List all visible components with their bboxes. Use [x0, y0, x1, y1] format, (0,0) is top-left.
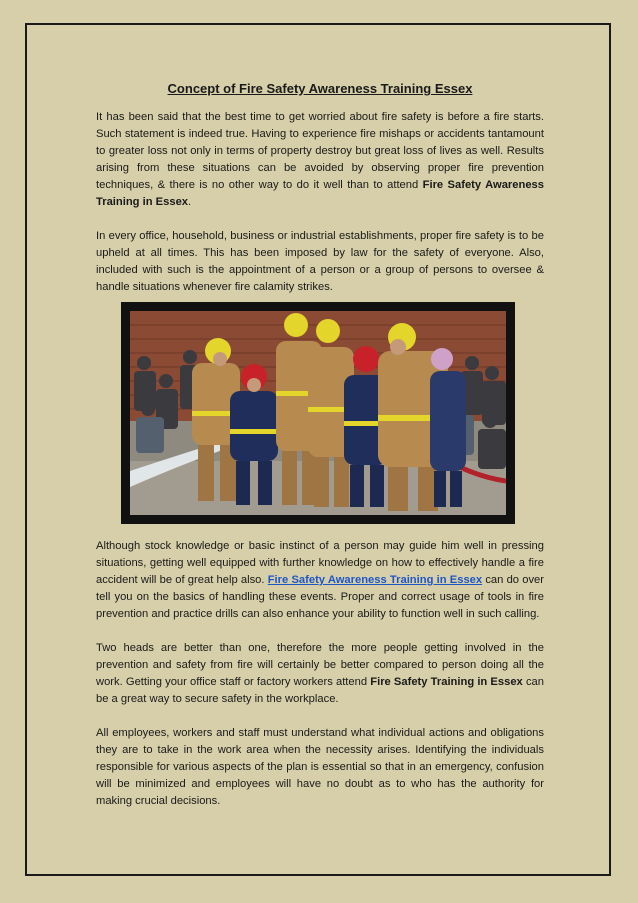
- paragraph-1-bold: Fire Safety Awareness Training in Essex: [96, 179, 544, 208]
- fire-safety-training-link[interactable]: Fire Safety Awareness Training in Essex: [267, 574, 483, 586]
- paragraph-4: [96, 640, 544, 708]
- paragraph-3-text: Although stock knowledge or basic instinct of a person may guide him well in pressing situations, getting well equipped with further knowledge on how to effectively handle a fire accident will be of great help also.: [96, 540, 544, 586]
- paragraph-4-text: Two heads are better than one, therefore the more people getting involved in the prevention and safety from fire will certainly be better compared to person doing all the work. Getting your office staff or factory workers attend: [96, 642, 544, 688]
- paragraph-3-end: can do over tell you on the basics of handling these events. Proper and correct usage of tools in fire prevention and practice drills can also enhance your ability to function well in such calling.: [96, 574, 544, 620]
- paragraph-1-text: It has been said that the best time to get worried about fire safety is before a fire starts. Such statement is indeed true. Having to experience fire mishaps or accidents tantamount to greater loss not only in terms of property destroy but great loss of lives as well. Results arising from these situations can be avoided by observing proper fire prevention techniques, & there is no other way to do it well than to attend: [96, 111, 544, 191]
- paragraph-4-end: can be a great way to secure safety in the workplace.: [96, 676, 544, 705]
- page-title: Concept of Fire Safety Awareness Training Essex: [167, 81, 473, 96]
- paragraph-4-bold: Fire Safety Training in Essex: [370, 676, 523, 688]
- paragraph-1-end: .: [188, 196, 192, 208]
- paragraph-2: In every office, household, business or industrial establishments, proper fire safety is to be upheld at all times. This has been imposed by law for the safety of everyone. Also, included with such is the appointment of a person or a group of persons to oversee & handle situations whenever fire calamity strikes.: [96, 230, 544, 293]
- paragraph-3: [96, 538, 544, 623]
- document-lower: [96, 538, 544, 827]
- firefighters-illustration: [130, 311, 506, 515]
- firefighters-photo: [121, 302, 515, 524]
- paragraph-1: [96, 109, 544, 211]
- paragraph-5: All employees, workers and staff must understand what individual actions and obligations they are to take in the work area when the necessity arises. Identifying the individuals responsible for various aspects of the plan is essential so that in an emergency, confusion will be minimized and employees will have no doubt as to who has the authority for making crucial decisions.: [96, 727, 544, 807]
- document-upper: [96, 80, 544, 313]
